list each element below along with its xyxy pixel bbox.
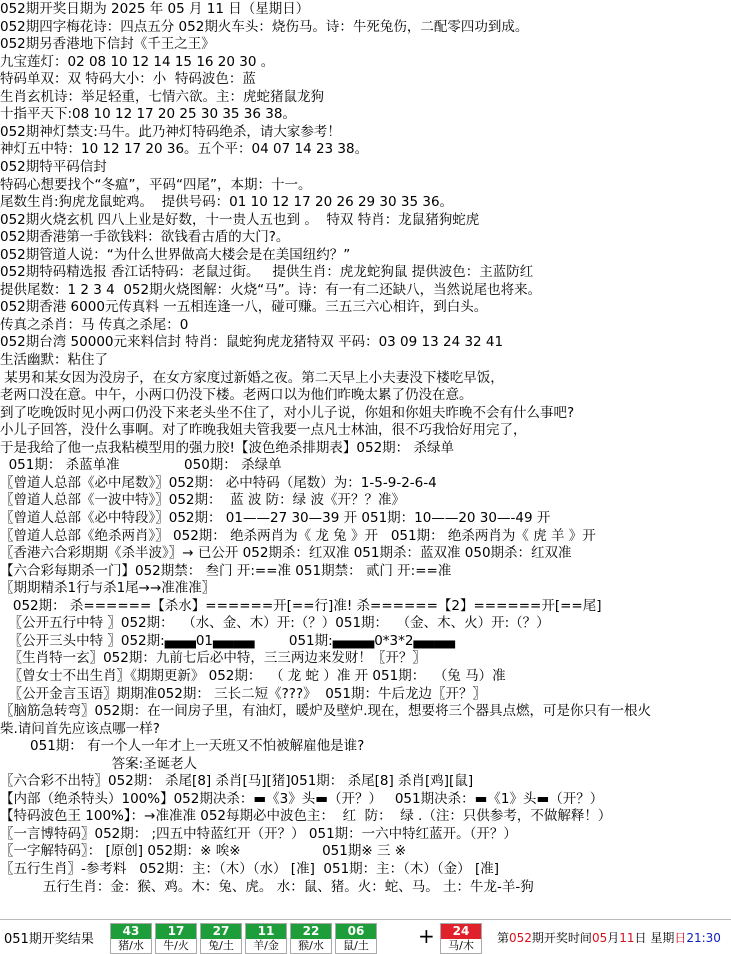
result-ball-4: [245, 923, 287, 954]
text-line: 052期香港 6000元传真料 一五相连逢一八，碰可赚。三五三六心相许，到白头。: [0, 299, 488, 316]
text-line: 052期香港第一手欲钱料：欲钱看古盾的大门?。: [0, 229, 290, 246]
result-ball-3: [200, 923, 242, 954]
text-line: 十指平天下:08 10 12 17 20 25 30 35 36 38。: [0, 106, 296, 123]
text-line: 051期： 杀蓝单准 050期： 杀绿单: [0, 457, 282, 474]
result-ball-2: [155, 923, 197, 954]
ball-zodiac: 鼠/土: [343, 939, 369, 952]
ball-number: 17: [156, 924, 196, 939]
text-line: 052期四字梅花诗：四点五分 052期火车头：烧伤马。诗：牛死兔伤，二配零四功到成。: [0, 18, 529, 35]
text-line: 五行生肖：金：猴、鸡。木：兔、虎。 水：鼠、猪。火：蛇、马。 土：牛龙-羊-狗: [0, 878, 534, 895]
text-line: 052期： 杀======【杀水】======开[==行]准! 杀======【2】======开[==尾]: [0, 597, 602, 614]
ball-number: 43: [111, 924, 151, 939]
plus-sign: +: [418, 924, 435, 948]
result-ball-5: [290, 923, 332, 954]
text-line: 〖公开五行中特 〗052期： （水、金、木）开:（？）051期： （金、木、火）开:（？）: [0, 615, 550, 632]
result-ball-1: [110, 923, 152, 954]
ball-number: 24: [441, 924, 481, 939]
text-line: 柴.请问首先应该点哪一样?: [0, 720, 160, 737]
text-line: 【六合彩每期杀一门】052期禁： 叁门 开:==准 051期禁： 贰门 开:==准: [0, 562, 452, 579]
text-line: 提供尾数：1 2 3 4 052期火烧图解：火烧“马”。诗：有一有二还缺八，当然说尾也将来。: [0, 281, 542, 298]
text-line: 〖一字解特码〗： [原创] 052期：※ 唉※ 051期※ 三 ※: [0, 843, 407, 860]
text-line: 【特码波色王 100%】：→准准准 052每期必中波色主： 红 防： 绿 .（注：只供参考，不做解释！）: [0, 808, 612, 825]
special-ball: [440, 923, 482, 954]
text-line: 052期管道人说：“为什么世界做高大楼会是在美国纽约？”: [0, 246, 351, 263]
text-line: 052期另香港地下信封《千王之王》: [0, 36, 215, 53]
text-line: 于是我给了他一点我粘模型用的强力胶!【波色绝杀排期表】052期： 杀绿单: [0, 439, 454, 456]
next-draw-info: 第052期开奖时间05月11日 星期日21:30: [497, 931, 721, 945]
text-line: 特码单双：双 特码大小：小 特码波色：蓝: [0, 71, 256, 88]
text-line: 052期神灯禁支:马牛。此乃神灯特码绝杀，请大家参考！: [0, 123, 341, 140]
text-line: 〖香港六合彩期期《杀半波》〗→ 已公开 052期杀：红双准 051期杀：蓝双准 050期杀：红双准: [0, 545, 572, 562]
draw-result-bar: [0, 919, 731, 953]
text-line: 〖曾道人总部《必中尾数》〗052期： 必中特码（尾数）为：1-5-9-2-6-4: [0, 474, 437, 491]
text-line: 答案:圣诞老人: [0, 755, 198, 772]
ball-number: 27: [201, 924, 241, 939]
text-line: 〖曾女士不出生肖〗《期期更新》 052期： （ 龙 蛇 ）准 开 051期： （兔 马）准: [0, 667, 506, 684]
text-line: 〖脑筋急转弯〗052期：在一间房子里，有油灯，暖炉及壁炉.现在，想要将三个器具点燃，可是你只有一根火: [0, 703, 652, 719]
text-line: 052期开奖日期为 2025 年 05 月 11 日（星期日）: [0, 1, 310, 17]
text-line: 生活幽默：粘住了: [0, 352, 108, 368]
text-line: 〖五行生肖〗-参考料 052期：主：（木）（水） [准] 051期：主：（木）（金） [准]: [0, 861, 500, 877]
ball-zodiac: 猴/水: [298, 939, 324, 952]
text-line: 052期台湾 50000元来料信封 特肖：鼠蛇狗虎龙猪特双 平码：03 09 13 24 32 41: [0, 334, 504, 351]
text-line: 〖公开金言玉语〗期期准052期： 三长二短《???》 051期：牛后龙边〖开？〗: [0, 685, 486, 702]
ball-number: 06: [336, 924, 376, 939]
text-line: 神灯五中特：10 12 17 20 36。五个平：04 07 14 23 38。: [0, 141, 369, 158]
text-line: 052期特码精选报 香江话特码：老鼠过街。 提供生肖：虎龙蛇狗鼠 提供波色：主蓝防红: [0, 264, 534, 281]
text-line: 尾数生肖:狗虎龙鼠蛇鸡。 提供号码：01 10 12 17 20 26 29 30 35 36。: [0, 194, 454, 211]
text-line: 小儿子回答，没什么事啊。对了昨晚我姐夫管我要一点凡士林油，很不巧我恰好用完了，: [0, 422, 527, 439]
text-line: 【内部（绝杀特头）100%】052期决杀：▬《3》头▬（开？） 051期决杀：▬《1》头▬（开？）: [0, 790, 604, 807]
text-line: 〖公开三头中特 〗052期:▄▄▄01▄▄▄▄ 051期:▄▄▄▄0*3*2▄▄▄▄: [0, 632, 456, 649]
text-line: 九宝莲灯：02 08 10 12 14 15 16 20 30 。: [0, 53, 275, 70]
text-line: 052期特平码信封: [0, 159, 107, 175]
ball-zodiac: 兔/土: [208, 939, 234, 952]
ball-number: 11: [246, 924, 286, 939]
text-line: 〖曾道人总部《绝杀两肖》〗 052期： 绝杀两肖为《 龙 兔 》开 051期： 绝杀两肖为《 虎 羊 》开: [0, 527, 596, 544]
text-line: 051期： 有一个人一年才上一天班又不怕被解雇他是谁?: [0, 738, 365, 755]
text-line: 052期火烧玄机 四八上业是好数，十一贵人五也到 。 特双 特肖：龙鼠猪狗蛇虎: [0, 211, 480, 228]
text-line: 某男和某女因为没房子，在女方家度过新婚之夜。第二天早上小夫妻没下楼吃早饭，: [0, 369, 504, 386]
ball-zodiac: 牛/火: [163, 939, 189, 952]
draw-result-label: 051期开奖结果: [4, 932, 94, 947]
text-line: 〖一言博特码〗052期： ;四五中特蓝红开（开？） 051期：一六中特红蓝开。（开？）: [0, 825, 517, 842]
ball-zodiac: 马/木: [448, 939, 474, 952]
text-line: 传真之杀肖：马 传真之杀尾：0: [0, 316, 189, 333]
text-line: 〖六合彩不出特〗052期： 杀尾[8] 杀肖[马][猪]051期： 杀尾[8] 杀肖[鸡][鼠]: [0, 773, 474, 790]
text-line: 〖曾道人总部《必中特段》〗052期： 01——27 30—39 开 051期：10——20 30—-49 开: [0, 510, 551, 526]
text-line: 生肖玄机诗：举足轻重，七情六欲。主：虎蛇猪鼠龙狗: [0, 88, 324, 105]
text-line: 老两口没在意。中午，小两口仍没下楼。老两口以为他们昨晚太累了仍没在意。: [0, 387, 473, 404]
ball-number: 22: [291, 924, 331, 939]
ball-zodiac: 猪/水: [118, 939, 144, 952]
text-line: 〖期期精杀1行与杀1尾→→准准准〗: [0, 580, 216, 597]
ball-zodiac: 羊/金: [253, 939, 279, 952]
text-line: 〖生肖特一玄〗052期：九前七后必中特，三三两边来发财！〖开？〗: [0, 650, 426, 667]
text-line: 特码心想要找个“冬瘟”，平码“四尾”，本期：十一。: [0, 176, 312, 193]
result-ball-6: [335, 923, 377, 954]
text-line: 〖曾道人总部《一波中特》〗052期： 蓝 波 防：绿 波《开？？准》: [0, 492, 405, 509]
text-line: 到了吃晚饭时见小两口仍没下来老头坐不住了，对小儿子说，你姐和你姐夫昨晚不会有什么事吧?: [0, 404, 575, 421]
